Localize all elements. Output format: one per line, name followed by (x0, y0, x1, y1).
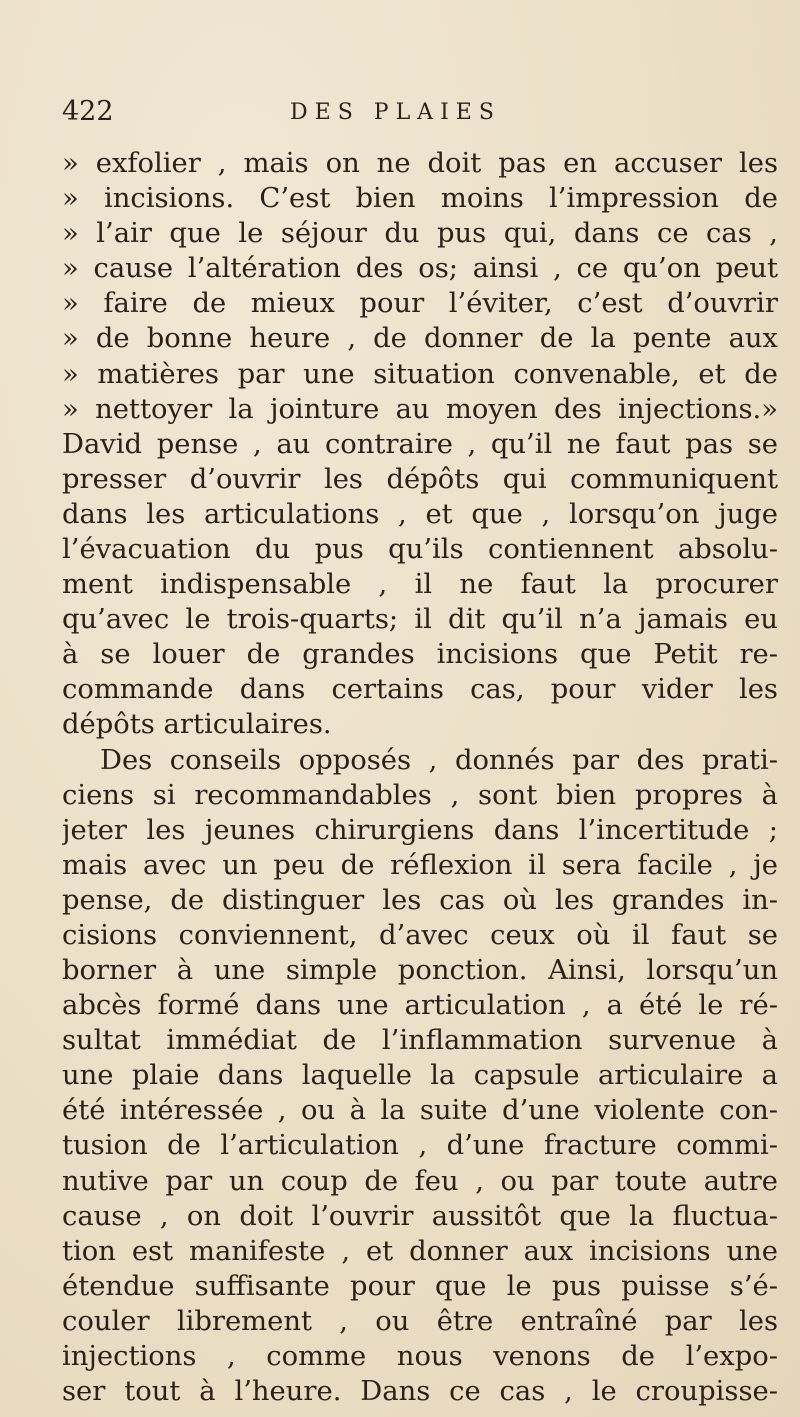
page-number: 422 (62, 96, 114, 127)
text-line: cisions conviennent, d’avec ceux où il faut se (62, 919, 778, 951)
text-line: » cause l’altération des os; ainsi , ce qu’on peut (62, 253, 778, 285)
text-line: ment indispensable , il ne faut la procurer (62, 569, 778, 600)
text-line: dépôts articulaires. (62, 709, 332, 741)
text-line: l’évacuation du pus qu’ils contiennent absolu- (62, 533, 778, 565)
text-line: » de bonne heure , de donner de la pente aux (62, 323, 778, 355)
text-line: été intéressée , ou à la suite d’une violente con- (62, 1095, 778, 1127)
text-line: mais avec un peu de réflexion il sera facile , je (62, 849, 778, 881)
text-line: étendue suffisante pour que le pus puisse s’é- (62, 1270, 778, 1302)
text-line: pense, de distinguer les cas où les grandes in- (62, 884, 778, 916)
text-line: une plaie dans laquelle la capsule articulaire a (62, 1060, 778, 1092)
text-line: nutive par un coup de feu , ou par toute autre (62, 1165, 778, 1197)
text-line: couler librement , ou être entraîné par les (62, 1305, 778, 1337)
text-line: borner à une simple ponction. Ainsi, lorsqu’un (62, 955, 778, 986)
text-line: » l’air que le séjour du pus qui, dans ce cas , (62, 218, 778, 250)
text-line: » nettoyer la jointure au moyen des injections.» (62, 393, 778, 425)
text-line: » matières par une situation convenable, et de (62, 358, 778, 390)
text-line: jeter les jeunes chirurgiens dans l’incertitude ; (62, 814, 778, 846)
text-line: cause , on doit l’ouvrir aussitôt que la fluctua- (62, 1200, 778, 1232)
text-line: sultat immédiat de l’inflammation survenue à (62, 1025, 778, 1057)
text-line: à se louer de grandes incisions que Petit re- (62, 639, 778, 671)
text-line: tion est manifeste , et donner aux incisions une (62, 1235, 778, 1267)
text-line: » exfolier , mais on ne doit pas en accuser les (62, 148, 778, 179)
text-line: presser d’ouvrir les dépôts qui communiquent (62, 463, 778, 495)
text-line: David pense , au contraire , qu’il ne faut pas se (62, 428, 778, 460)
text-line: ciens si recommandables , sont bien propres à (62, 779, 778, 811)
text-line: » faire de mieux pour l’éviter, c’est d’ouvrir (62, 288, 778, 320)
text-line: ser tout à l’heure. Dans ce cas , le croupisse- (62, 1376, 778, 1407)
text-line: abcès formé dans une articulation , a été le ré- (62, 990, 778, 1022)
text-line: » incisions. C’est bien moins l’impression de (62, 183, 778, 215)
text-line: qu’avec le trois-quarts; il dit qu’il n’a jamais eu (62, 604, 778, 636)
text-line: tusion de l’articulation , d’une fracture commi- (62, 1130, 778, 1162)
running-head: DES PLAIES (290, 100, 501, 125)
text-line: injections , comme nous venons de l’expo- (62, 1340, 778, 1372)
text-line: Des conseils opposés , donnés par des prati- (100, 744, 778, 776)
text-line: dans les articulations , et que , lorsqu’on juge (62, 498, 778, 530)
text-line: commande dans certains cas, pour vider les (62, 674, 778, 706)
